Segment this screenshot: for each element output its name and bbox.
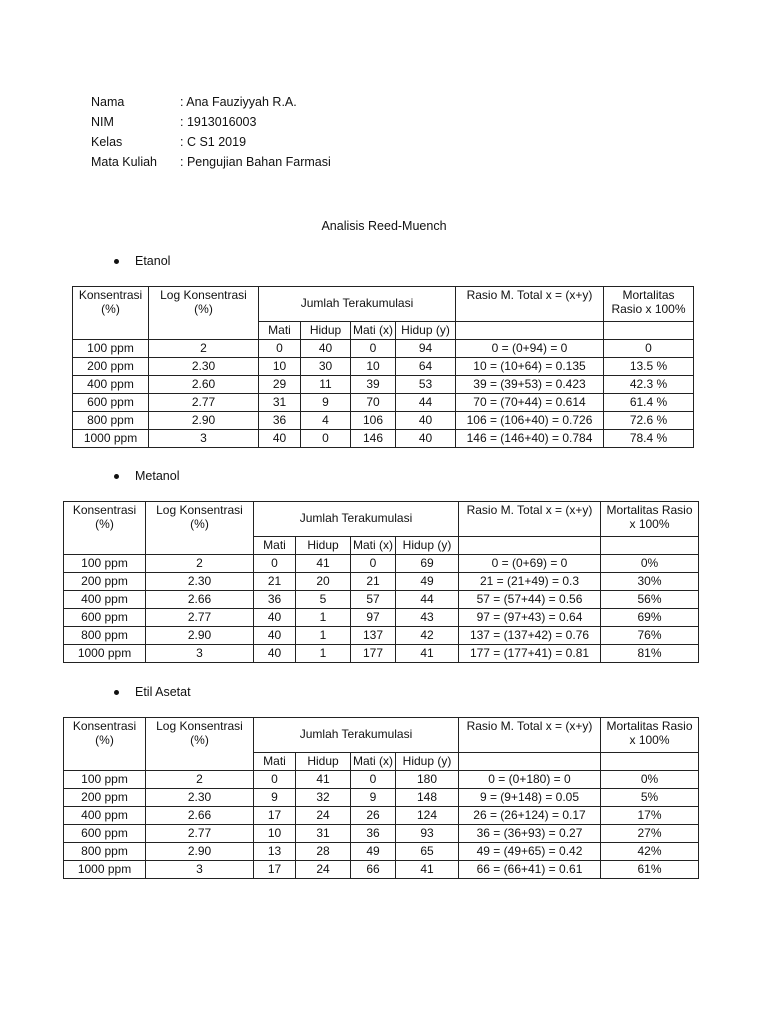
cell-hidup: 1 xyxy=(296,645,351,663)
table-row xyxy=(73,430,694,448)
section-name: Metanol xyxy=(135,469,180,483)
cell-mati-x: 0 xyxy=(351,340,396,358)
cell-mortalitas: 78.4 % xyxy=(604,430,694,448)
empty-cell xyxy=(459,537,601,555)
cell-konsentrasi: 200 ppm xyxy=(64,573,146,591)
cell-hidup-y: 65 xyxy=(396,843,459,861)
cell-konsentrasi: 600 ppm xyxy=(64,825,146,843)
empty-cell xyxy=(604,322,694,340)
section-name: Etil Asetat xyxy=(135,685,191,699)
cell-mati: 40 xyxy=(254,627,296,645)
subheader-hidup-y: Hidup (y) xyxy=(396,753,459,771)
cell-hidup: 5 xyxy=(296,591,351,609)
info-row-nama xyxy=(91,92,331,112)
cell-konsentrasi: 100 ppm xyxy=(73,340,149,358)
cell-hidup: 31 xyxy=(296,825,351,843)
cell-mati: 0 xyxy=(259,340,301,358)
cell-konsentrasi: 800 ppm xyxy=(64,843,146,861)
cell-log: 2.77 xyxy=(146,609,254,627)
bullet-icon xyxy=(114,690,119,695)
table-row xyxy=(64,861,699,879)
cell-rasio: 36 = (36+93) = 0.27 xyxy=(459,825,601,843)
table-row xyxy=(64,645,699,663)
section-heading-etanol xyxy=(114,254,170,268)
cell-hidup-y: 94 xyxy=(396,340,456,358)
table-row xyxy=(64,591,699,609)
cell-rasio: 9 = (9+148) = 0.05 xyxy=(459,789,601,807)
cell-hidup-y: 40 xyxy=(396,412,456,430)
table-row xyxy=(73,358,694,376)
cell-log: 2.30 xyxy=(146,789,254,807)
info-value: : Ana Fauziyyah R.A. xyxy=(180,95,297,109)
cell-mati: 9 xyxy=(254,789,296,807)
table-row xyxy=(73,412,694,430)
cell-mortalitas: 17% xyxy=(601,807,699,825)
cell-hidup-y: 124 xyxy=(396,807,459,825)
cell-log: 2.90 xyxy=(146,627,254,645)
cell-mati-x: 106 xyxy=(351,412,396,430)
subheader-mati: Mati xyxy=(254,753,296,771)
subheader-mati-x: Mati (x) xyxy=(351,537,396,555)
cell-konsentrasi: 1000 ppm xyxy=(64,861,146,879)
header-jumlah-terakumulasi: Jumlah Terakumulasi xyxy=(254,718,459,753)
empty-cell xyxy=(601,753,699,771)
cell-mortalitas: 72.6 % xyxy=(604,412,694,430)
info-value: : 1913016003 xyxy=(180,115,257,129)
cell-log: 2.30 xyxy=(146,573,254,591)
header-log-konsentrasi: Log Konsentrasi (%) xyxy=(149,287,259,340)
cell-mortalitas: 69% xyxy=(601,609,699,627)
cell-konsentrasi: 1000 ppm xyxy=(73,430,149,448)
cell-rasio: 49 = (49+65) = 0.42 xyxy=(459,843,601,861)
cell-mati-x: 36 xyxy=(351,825,396,843)
bullet-icon xyxy=(114,474,119,479)
cell-mortalitas: 61% xyxy=(601,861,699,879)
cell-log: 2.30 xyxy=(149,358,259,376)
cell-rasio: 97 = (97+43) = 0.64 xyxy=(459,609,601,627)
cell-mortalitas: 61.4 % xyxy=(604,394,694,412)
header-mortalitas: Mortalitas Rasio x 100% xyxy=(601,718,699,753)
cell-mati: 10 xyxy=(259,358,301,376)
cell-mortalitas: 76% xyxy=(601,627,699,645)
table-row xyxy=(64,627,699,645)
subheader-hidup: Hidup xyxy=(296,537,351,555)
cell-mati-x: 177 xyxy=(351,645,396,663)
table-row xyxy=(73,376,694,394)
cell-hidup-y: 42 xyxy=(396,627,459,645)
subheader-hidup: Hidup xyxy=(296,753,351,771)
subheader-hidup: Hidup xyxy=(301,322,351,340)
header-jumlah-terakumulasi: Jumlah Terakumulasi xyxy=(259,287,456,322)
cell-hidup: 30 xyxy=(301,358,351,376)
cell-konsentrasi: 1000 ppm xyxy=(64,645,146,663)
header-konsentrasi: Konsentrasi (%) xyxy=(64,502,146,555)
cell-rasio: 10 = (10+64) = 0.135 xyxy=(456,358,604,376)
cell-log: 3 xyxy=(146,861,254,879)
cell-mati-x: 57 xyxy=(351,591,396,609)
cell-hidup-y: 44 xyxy=(396,591,459,609)
cell-log: 2.60 xyxy=(149,376,259,394)
cell-mortalitas: 56% xyxy=(601,591,699,609)
cell-mati-x: 70 xyxy=(351,394,396,412)
cell-rasio: 26 = (26+124) = 0.17 xyxy=(459,807,601,825)
cell-hidup-y: 180 xyxy=(396,771,459,789)
cell-mati-x: 0 xyxy=(351,555,396,573)
cell-hidup: 11 xyxy=(301,376,351,394)
cell-mortalitas: 30% xyxy=(601,573,699,591)
empty-cell xyxy=(459,753,601,771)
subheader-hidup-y: Hidup (y) xyxy=(396,322,456,340)
cell-konsentrasi: 100 ppm xyxy=(64,771,146,789)
cell-hidup: 28 xyxy=(296,843,351,861)
header-log-konsentrasi: Log Konsentrasi (%) xyxy=(146,718,254,771)
cell-mortalitas: 0 xyxy=(604,340,694,358)
cell-hidup-y: 41 xyxy=(396,645,459,663)
cell-mati-x: 66 xyxy=(351,861,396,879)
section-heading-etil-asetat xyxy=(114,685,191,699)
cell-konsentrasi: 800 ppm xyxy=(73,412,149,430)
cell-mati-x: 9 xyxy=(351,789,396,807)
cell-hidup: 40 xyxy=(301,340,351,358)
cell-rasio: 66 = (66+41) = 0.61 xyxy=(459,861,601,879)
cell-mortalitas: 42.3 % xyxy=(604,376,694,394)
cell-mortalitas: 13.5 % xyxy=(604,358,694,376)
cell-mati: 29 xyxy=(259,376,301,394)
cell-log: 3 xyxy=(146,645,254,663)
cell-konsentrasi: 400 ppm xyxy=(64,807,146,825)
empty-cell xyxy=(456,322,604,340)
cell-konsentrasi: 600 ppm xyxy=(64,609,146,627)
cell-mati: 17 xyxy=(254,807,296,825)
empty-cell xyxy=(601,537,699,555)
subheader-mati-x: Mati (x) xyxy=(351,322,396,340)
table-row xyxy=(64,609,699,627)
cell-rasio: 57 = (57+44) = 0.56 xyxy=(459,591,601,609)
info-row-kelas xyxy=(91,132,331,152)
info-value: : C S1 2019 xyxy=(180,135,247,149)
cell-mortalitas: 42% xyxy=(601,843,699,861)
cell-rasio: 0 = (0+180) = 0 xyxy=(459,771,601,789)
cell-mati: 40 xyxy=(259,430,301,448)
cell-hidup-y: 49 xyxy=(396,573,459,591)
cell-hidup-y: 41 xyxy=(396,861,459,879)
cell-konsentrasi: 800 ppm xyxy=(64,627,146,645)
cell-mortalitas: 0% xyxy=(601,555,699,573)
table-row xyxy=(64,825,699,843)
section-name: Etanol xyxy=(135,254,171,268)
header-row xyxy=(73,287,694,322)
cell-rasio: 21 = (21+49) = 0.3 xyxy=(459,573,601,591)
table-etanol xyxy=(72,286,694,448)
header-mortalitas: Mortalitas Rasio x 100% xyxy=(601,502,699,537)
cell-hidup-y: 93 xyxy=(396,825,459,843)
header-konsentrasi: Konsentrasi (%) xyxy=(73,287,149,340)
cell-log: 2 xyxy=(146,555,254,573)
cell-mati: 40 xyxy=(254,609,296,627)
cell-rasio: 146 = (146+40) = 0.784 xyxy=(456,430,604,448)
cell-hidup-y: 69 xyxy=(396,555,459,573)
cell-hidup-y: 148 xyxy=(396,789,459,807)
cell-log: 2 xyxy=(149,340,259,358)
cell-hidup-y: 64 xyxy=(396,358,456,376)
cell-hidup: 0 xyxy=(301,430,351,448)
cell-mati: 17 xyxy=(254,861,296,879)
cell-log: 2.66 xyxy=(146,807,254,825)
info-label: NIM xyxy=(91,115,114,129)
cell-hidup-y: 40 xyxy=(396,430,456,448)
cell-mati: 13 xyxy=(254,843,296,861)
cell-mati-x: 39 xyxy=(351,376,396,394)
cell-log: 2.77 xyxy=(149,394,259,412)
cell-mati-x: 97 xyxy=(351,609,396,627)
cell-mati: 0 xyxy=(254,771,296,789)
cell-hidup: 41 xyxy=(296,555,351,573)
info-label: Nama xyxy=(91,95,125,109)
cell-log: 2.77 xyxy=(146,825,254,843)
cell-mortalitas: 0% xyxy=(601,771,699,789)
cell-konsentrasi: 400 ppm xyxy=(64,591,146,609)
cell-mati: 10 xyxy=(254,825,296,843)
cell-mati: 36 xyxy=(259,412,301,430)
cell-hidup: 20 xyxy=(296,573,351,591)
cell-rasio: 70 = (70+44) = 0.614 xyxy=(456,394,604,412)
header-row xyxy=(64,502,699,537)
cell-konsentrasi: 200 ppm xyxy=(64,789,146,807)
cell-hidup-y: 43 xyxy=(396,609,459,627)
cell-konsentrasi: 100 ppm xyxy=(64,555,146,573)
cell-mati: 36 xyxy=(254,591,296,609)
cell-log: 3 xyxy=(149,430,259,448)
cell-log: 2 xyxy=(146,771,254,789)
table-metanol xyxy=(63,501,699,663)
info-label: Mata Kuliah xyxy=(91,155,158,169)
cell-hidup: 1 xyxy=(296,627,351,645)
table-row xyxy=(64,843,699,861)
table-row xyxy=(64,771,699,789)
cell-mati-x: 10 xyxy=(351,358,396,376)
cell-mati-x: 26 xyxy=(351,807,396,825)
cell-mati-x: 21 xyxy=(351,573,396,591)
cell-hidup-y: 53 xyxy=(396,376,456,394)
section-heading-metanol xyxy=(114,469,179,483)
cell-konsentrasi: 400 ppm xyxy=(73,376,149,394)
cell-rasio: 0 = (0+69) = 0 xyxy=(459,555,601,573)
table-row xyxy=(64,573,699,591)
cell-hidup: 9 xyxy=(301,394,351,412)
subheader-hidup-y: Hidup (y) xyxy=(396,537,459,555)
cell-mati-x: 49 xyxy=(351,843,396,861)
header-mortalitas: Mortalitas Rasio x 100% xyxy=(604,287,694,322)
cell-hidup: 41 xyxy=(296,771,351,789)
cell-rasio: 106 = (106+40) = 0.726 xyxy=(456,412,604,430)
cell-hidup: 24 xyxy=(296,861,351,879)
cell-hidup: 24 xyxy=(296,807,351,825)
bullet-icon xyxy=(114,259,119,264)
table-etil-asetat xyxy=(63,717,699,879)
info-row-nim xyxy=(91,112,331,132)
header-log-konsentrasi: Log Konsentrasi (%) xyxy=(146,502,254,555)
subheader-mati: Mati xyxy=(254,537,296,555)
cell-log: 2.90 xyxy=(146,843,254,861)
header-jumlah-terakumulasi: Jumlah Terakumulasi xyxy=(254,502,459,537)
page-title: Analisis Reed-Muench xyxy=(321,219,447,233)
cell-mati-x: 0 xyxy=(351,771,396,789)
cell-hidup: 4 xyxy=(301,412,351,430)
header-rasio: Rasio M. Total x = (x+y) xyxy=(459,502,601,537)
cell-rasio: 137 = (137+42) = 0.76 xyxy=(459,627,601,645)
subheader-mati-x: Mati (x) xyxy=(351,753,396,771)
cell-mati: 21 xyxy=(254,573,296,591)
subheader-mati: Mati xyxy=(259,322,301,340)
table-row xyxy=(64,807,699,825)
cell-rasio: 39 = (39+53) = 0.423 xyxy=(456,376,604,394)
cell-rasio: 0 = (0+94) = 0 xyxy=(456,340,604,358)
cell-mortalitas: 5% xyxy=(601,789,699,807)
table-row xyxy=(73,394,694,412)
cell-rasio: 177 = (177+41) = 0.81 xyxy=(459,645,601,663)
cell-hidup: 1 xyxy=(296,609,351,627)
cell-konsentrasi: 200 ppm xyxy=(73,358,149,376)
cell-mortalitas: 27% xyxy=(601,825,699,843)
cell-hidup-y: 44 xyxy=(396,394,456,412)
table-row xyxy=(64,555,699,573)
cell-mati: 0 xyxy=(254,555,296,573)
cell-konsentrasi: 600 ppm xyxy=(73,394,149,412)
info-label: Kelas xyxy=(91,135,123,149)
cell-hidup: 32 xyxy=(296,789,351,807)
student-info xyxy=(91,92,331,172)
cell-log: 2.90 xyxy=(149,412,259,430)
info-row-mata-kuliah xyxy=(91,152,331,172)
header-konsentrasi: Konsentrasi (%) xyxy=(64,718,146,771)
cell-mortalitas: 81% xyxy=(601,645,699,663)
header-rasio: Rasio M. Total x = (x+y) xyxy=(459,718,601,753)
header-row xyxy=(64,718,699,753)
cell-log: 2.66 xyxy=(146,591,254,609)
info-value: : Pengujian Bahan Farmasi xyxy=(180,155,331,169)
table-row xyxy=(73,340,694,358)
cell-mati-x: 137 xyxy=(351,627,396,645)
cell-mati: 31 xyxy=(259,394,301,412)
cell-mati: 40 xyxy=(254,645,296,663)
header-rasio: Rasio M. Total x = (x+y) xyxy=(456,287,604,322)
table-row xyxy=(64,789,699,807)
cell-mati-x: 146 xyxy=(351,430,396,448)
